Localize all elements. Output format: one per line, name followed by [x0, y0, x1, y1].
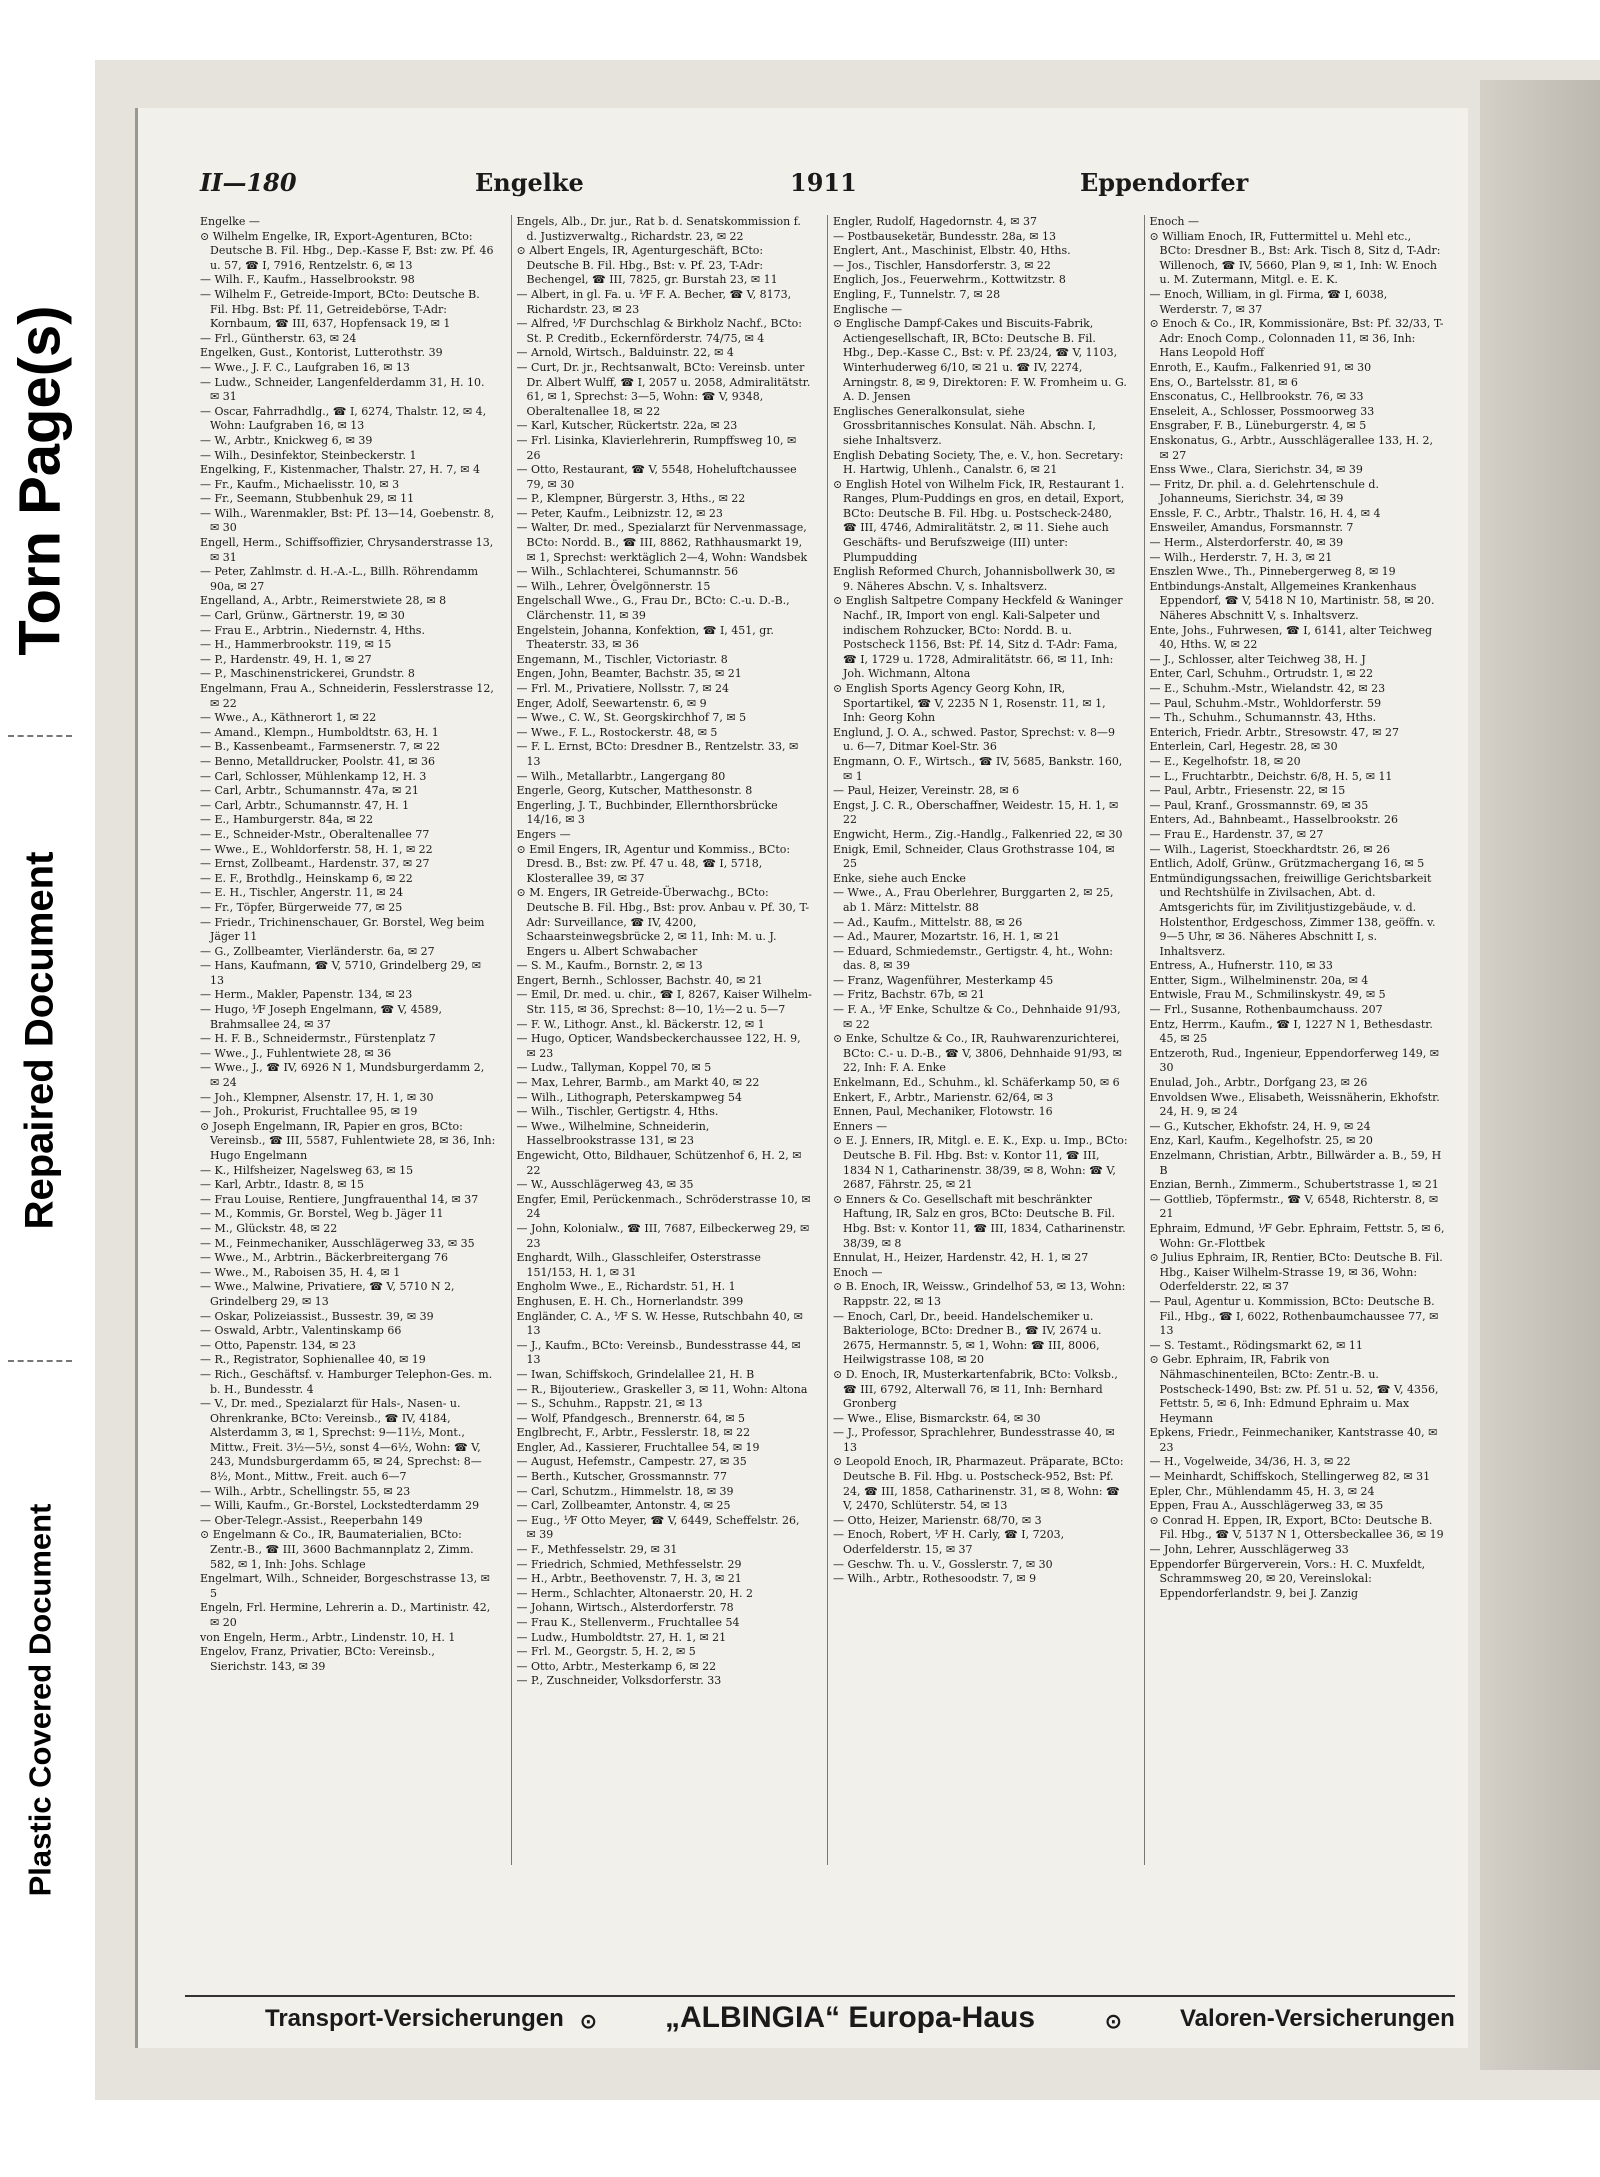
- footer-right-text: Valoren-Versicherungen: [1180, 2005, 1455, 2032]
- directory-entry: — Walter, Dr. med., Spezialarzt für Nervenmassage, BCto: Nordd. B., ☎ III, 8862, Rathhausmarkt 19, ✉ 1, Sprechst: werktäglich 2—4, Wohn: Wandsbek: [516, 521, 808, 564]
- directory-entry: — E., Schuhm.-Mstr., Wielandstr. 42, ✉ 23: [1149, 682, 1386, 695]
- directory-entry: — Wilh., Metallarbtr., Langergang 80: [516, 769, 726, 783]
- directory-entry: English Reformed Church, Johannisbollwerk 30, ✉ 9. Näheres Abschn. V, s. Inhaltsverz.: [833, 565, 1115, 593]
- directory-entry: Engwicht, Herm., Zig.-Handlg., Falkenried 22, ✉ 30: [833, 827, 1123, 841]
- repaired-document-label: Repaired Document: [17, 851, 62, 1229]
- directory-entry: Enoch —: [1149, 215, 1199, 228]
- column-3: [827, 215, 1134, 1865]
- directory-entry: Engelke —: [200, 215, 260, 228]
- directory-entry: Enke, siehe auch Encke: [833, 871, 966, 885]
- directory-entry: — Curt, Dr. jr., Rechtsanwalt, BCto: Vereinsb. unter Dr. Albert Wulff, ☎ I, 2057 u. 2058, Admiralitätstr. 61, ✉ 1, Sprechst: 3—5, Wohn: ☎ V, 9348, Oberaltenallee 18, ✉ 22: [516, 360, 811, 418]
- directory-entry: — Albert, in gl. Fa. u. ⅟F F. A. Becher, ☎ V, 8173, Richardstr. 23, ✉ 23: [516, 287, 792, 316]
- directory-entry: — Th., Schuhm., Schumannstr. 43, Hths.: [1149, 711, 1377, 725]
- directory-entry: — Carl, Zollbeamter, Antonstr. 4, ✉ 25: [516, 1499, 731, 1513]
- directory-entry: — S., Schuhm., Rappstr. 21, ✉ 13: [516, 1397, 703, 1411]
- page-number: II—180: [200, 168, 297, 197]
- footer-left-text: Transport-Versicherungen: [265, 2005, 564, 2032]
- directory-entry: ⊙ Enners & Co. Gesellschaft mit beschränkter Haftung, IR, Salz en gros, BCto: Deutsche B. Fil. Hbg. Bst: v. Kontor 11, ☎ III, 1834, Catharinenstr. 38/39, ✉ 8: [833, 1192, 1126, 1250]
- directory-entry: Enger, Adolf, Seewartenstr. 6, ✉ 9: [516, 696, 707, 710]
- directory-entry: — Ad., Kaufm., Mittelstr. 88, ✉ 26: [833, 915, 1023, 929]
- directory-entry: Engler, Rudolf, Hagedornstr. 4, ✉ 37: [833, 215, 1037, 228]
- directory-entry: ⊙ Julius Ephraim, IR, Rentier, BCto: Deutsche B. Fil. Hbg., Kaiser Wilhelm-Strasse 19, ✉ 36, Wohn: Oderfelderstr. 22, ✉ 37: [1149, 1251, 1443, 1294]
- directory-entry: — Paul, Agentur u. Kommission, BCto: Deutsche B. Fil., Hbg., ☎ I, 6022, Rothenbaumchaussee 77, ✉ 13: [1149, 1294, 1439, 1338]
- directory-entry: — B., Kassenbeamt., Farmsenerstr. 7, ✉ 22: [200, 740, 441, 754]
- directory-entry: Engler, Ad., Kassierer, Fruchtallee 54, ✉ 19: [516, 1440, 760, 1454]
- directory-entry: Entz, Herrm., Kaufm., ☎ I, 1227 N 1, Bethesdastr. 45, ✉ 25: [1149, 1017, 1433, 1046]
- directory-entry: — S. Testamt., Rödingsmarkt 62, ✉ 11: [1149, 1338, 1363, 1352]
- directory-entry: Enners —: [833, 1119, 888, 1133]
- directory-entry: — Peter, Zahlmstr. d. H.-A.-L., Billh. Röhrendamm 90a, ✉ 27: [200, 565, 479, 593]
- directory-entry: — Karl, Arbtr., Idastr. 8, ✉ 15: [200, 1178, 365, 1192]
- directory-entry: — Joh., Klempner, Alsenstr. 17, H. 1, ✉ 30: [200, 1090, 434, 1104]
- directory-entry: Enss Wwe., Clara, Sierichstr. 34, ✉ 39: [1149, 463, 1363, 477]
- directory-entry: Enulad, Joh., Arbtr., Dorfgang 23, ✉ 26: [1149, 1076, 1368, 1090]
- directory-entry: Engelking, F., Kistenmacher, Thalstr. 27, H. 7, ✉ 4: [200, 463, 480, 477]
- directory-entry: — H., Arbtr., Beethovenstr. 7, H. 3, ✉ 21: [516, 1572, 742, 1586]
- directory-entry: — Karl, Kutscher, Rückertstr. 22a, ✉ 23: [516, 419, 738, 433]
- directory-entry: — Willi, Kaufm., Gr.-Borstel, Lockstedterdamm 29: [200, 1499, 480, 1513]
- directory-entry: ⊙ M. Engers, IR Getreide-Überwachg., BCto: Deutsche B. Fil. Hbg., Bst: prov. Anbau v. Pf. 30, T-Adr: Surveillance, ☎ IV, 4200, Schaarsteinwegsbrücke 2, ✉ 11, Inh: M. u. J. Engers u. Albert Schwabacher: [516, 886, 810, 958]
- directory-entry: — Wilhelm F., Getreide-Import, BCto: Deutsche B. Fil. Hbg. Bst: Pf. 11, Getreidebörse, T-Adr: Kornbaum, ☎ III, 637, Hopfensack 19, ✉ 1: [200, 287, 480, 331]
- directory-entry: — R., Bijouteriew., Graskeller 3, ✉ 11, Wohn: Altona: [516, 1382, 808, 1396]
- directory-entry: — Wilh., Warenmakler, Bst: Pf. 13—14, Goebenstr. 8, ✉ 30: [200, 506, 495, 535]
- directory-entry: — Ad., Maurer, Mozartstr. 16, H. 1, ✉ 21: [833, 930, 1060, 944]
- repaired-document-stamp: [0, 760, 80, 1320]
- directory-entry: ⊙ E. J. Enners, IR, Mitgl. e. E. K., Exp. u. Imp., BCto: Deutsche B. Fil. Hbg. Bst: v. Kontor 11, ☎ III, 1834 N 1, Catharinenstr. 38/39, ✉ 8, Wohn: ☎ V, 2687, Fährstr. 25, ✉ 21: [833, 1134, 1128, 1192]
- directory-entry: — Joh., Prokurist, Fruchtallee 95, ✉ 19: [200, 1105, 418, 1119]
- directory-entry: — Wilh., Desinfektor, Steinbeckerstr. 1: [200, 448, 417, 462]
- directory-entry: — Enoch, William, in gl. Firma, ☎ I, 6038, Werderstr. 7, ✉ 37: [1149, 287, 1388, 316]
- directory-entry: — E., Hamburgerstr. 84a, ✉ 22: [200, 813, 374, 827]
- directory-entry: — Fr., Seemann, Stubbenhuk 29, ✉ 11: [200, 492, 415, 506]
- directory-entry: — Wilh., Schlachterei, Schumannstr. 56: [516, 565, 739, 579]
- directory-entry: — Otto, Heizer, Marienstr. 68/70, ✉ 3: [833, 1513, 1042, 1527]
- last-entry-word: Eppendorfer: [1080, 168, 1249, 197]
- directory-entry: — Wilh., Arbtr., Schellingstr. 55, ✉ 23: [200, 1484, 411, 1498]
- directory-entry: — Paul, Kranf., Grossmannstr. 69, ✉ 35: [1149, 798, 1369, 812]
- directory-entry: — Wwe., J. F. C., Laufgraben 16, ✉ 13: [200, 360, 410, 374]
- directory-entry: — Carl, Arbtr., Schumannstr. 47a, ✉ 21: [200, 784, 419, 798]
- directory-entry: — Ludw., Humboldtstr. 27, H. 1, ✉ 21: [516, 1630, 727, 1644]
- plastic-covered-label: Plastic Covered Document: [22, 1503, 58, 1897]
- directory-entry: — Rich., Geschäftsf. v. Hamburger Telephon-Ges. m. b. H., Bundesstr. 4: [200, 1367, 493, 1396]
- directory-entry: — Frl. M., Georgstr. 5, H. 2, ✉ 5: [516, 1645, 696, 1659]
- directory-entry: Englische —: [833, 302, 903, 316]
- directory-entry: — Carl, Schutzm., Himmelstr. 18, ✉ 39: [516, 1484, 734, 1498]
- directory-entry: Engeln, Frl. Hermine, Lehrerin a. D., Martinistr. 42, ✉ 20: [200, 1601, 491, 1629]
- directory-entry: Epkens, Friedr., Feinmechaniker, Kantstrasse 40, ✉ 23: [1149, 1426, 1438, 1454]
- directory-entry: — Ernst, Zollbeamt., Hardenstr. 37, ✉ 27: [200, 857, 430, 871]
- directory-entry: ⊙ Leopold Enoch, IR, Pharmazeut. Präparate, BCto: Deutsche B. Fil. Hbg. u. Postscheck-952, Bst: Pf. 24, ☎ III, 1858, Catharinenstr. 31, ✉ 8, Wohn: ☎ V, 2470, Schlüterstr. 54, ✉ 13: [833, 1455, 1124, 1513]
- directory-entry: ⊙ William Enoch, IR, Futtermittel u. Mehl etc., BCto: Dresdner B., Bst: Ark. Tisch 8, Sitz d, T-Adr: Willenoch, ☎ IV, 5660, Plan 9, ✉ 1, Inh: W. Enoch u. M. Zutermann, Mitgl. e. E. K.: [1149, 229, 1441, 287]
- directory-entry: Engers —: [516, 827, 571, 841]
- directory-entry: Entzeroth, Rud., Ingenieur, Eppendorferweg 149, ✉ 30: [1149, 1046, 1439, 1075]
- directory-entry: Ensconatus, C., Hellbrookstr. 76, ✉ 33: [1149, 390, 1364, 404]
- directory-entry: Engelland, A., Arbtr., Reimerstwiete 28, ✉ 8: [200, 594, 447, 608]
- directory-entry: — Frau Louise, Rentiere, Jungfrauenthal 14, ✉ 37: [200, 1192, 479, 1206]
- directory-entry: — E. H., Tischler, Angerstr. 11, ✉ 24: [200, 886, 404, 900]
- directory-entry: Engemann, M., Tischler, Victoriastr. 8: [516, 652, 728, 666]
- directory-entry: — Fr., Töpfer, Bürgerweide 77, ✉ 25: [200, 900, 403, 914]
- directory-entry: Enzelmann, Christian, Arbtr., Billwärder a. B., 59, H B: [1149, 1149, 1442, 1177]
- directory-entry: ⊙ Enoch & Co., IR, Kommissionäre, Bst: Pf. 32/33, T-Adr: Enoch Comp., Colonnaden 11, ✉ 36, Inh: Hans Leopold Hoff: [1149, 317, 1444, 360]
- bullet-icon: ⊙: [1105, 2011, 1122, 2033]
- directory-entry: ⊙ Gebr. Ephraim, IR, Fabrik von Nähmaschinenteilen, BCto: Zentr.-B. u. Postscheck-1490, Bst: zw. Pf. 51 u. 52, ☎ V, 4356, Fettstr. 5, ✉ 6, Inh: Edmund Ephraim u. Max Heymann: [1149, 1353, 1439, 1425]
- directory-entry: Engels, Alb., Dr. jur., Rat b. d. Senatskommission f. d. Justizverwaltg., Richardstr. 23, ✉ 22: [516, 215, 801, 243]
- directory-entry: — Paul, Arbtr., Friesenstr. 22, ✉ 15: [1149, 784, 1346, 798]
- directory-entry: — Enoch, Robert, ⅟F H. Carly, ☎ I, 7203, Oderfelderstr. 15, ✉ 37: [833, 1528, 1065, 1557]
- directory-entry: ⊙ Conrad H. Eppen, IR, Export, BCto: Deutsche B. Fil. Hbg., ☎ V, 5137 N 1, Ottersbeckallee 36, ✉ 19: [1149, 1513, 1444, 1542]
- directory-entry: — Peter, Kaufm., Leibnizstr. 12, ✉ 23: [516, 506, 723, 520]
- directory-entry: — J., Professor, Sprachlehrer, Bundesstrasse 40, ✉ 13: [833, 1426, 1115, 1454]
- directory-entry: ⊙ Joseph Engelmann, IR, Papier en gros, BCto: Vereinsb., ☎ III, 5587, Fuhlentwiete 28, ✉ 36, Inh: Hugo Engelmann: [200, 1119, 496, 1162]
- directory-entry: — Wilh., Arbtr., Rothesoodstr. 7, ✉ 9: [833, 1572, 1037, 1586]
- directory-entry: — P., Hardenstr. 49, H. 1, ✉ 27: [200, 652, 372, 666]
- directory-entry: — Otto, Arbtr., Mesterkamp 6, ✉ 22: [516, 1659, 717, 1673]
- directory-entry: Engst, J. C. R., Oberschaffner, Weidestr. 15, H. 1, ✉ 22: [833, 798, 1119, 827]
- directory-entry: — F. W., Lithogr. Anst., kl. Bäckerstr. 12, ✉ 1: [516, 1017, 765, 1031]
- directory-entry: — P., Zuschneider, Volksdorferstr. 33: [516, 1674, 722, 1688]
- directory-entry: — Carl, Schlosser, Mühlenkamp 12, H. 3: [200, 769, 427, 783]
- directory-entry: Envoldsen Wwe., Elisabeth, Weissnäherin, Ekhofstr. 24, H. 9, ✉ 24: [1149, 1090, 1440, 1119]
- directory-entry: Engelschall Wwe., G., Frau Dr., BCto: C.-u. D.-B., Clärchenstr. 11, ✉ 39: [516, 594, 790, 623]
- directory-entry: Engen, John, Beamter, Bachstr. 35, ✉ 21: [516, 667, 742, 681]
- directory-entry: — S. M., Kaufm., Bornstr. 2, ✉ 13: [516, 959, 703, 973]
- directory-entry: — Frau E., Hardenstr. 37, ✉ 27: [1149, 827, 1324, 841]
- directory-entry: Engmann, O. F., Wirtsch., ☎ IV, 5685, Bankstr. 160, ✉ 1: [833, 754, 1123, 783]
- directory-entry: ⊙ Engelmann & Co., IR, Baumaterialien, BCto: Zentr.-B., ☎ III, 3600 Bachmannplatz 2, Zimm. 582, ✉ 1, Inh: Johs. Schlage: [200, 1528, 474, 1571]
- directory-entry: — Enoch, Carl, Dr., beeid. Handelschemiker u. Bakteriologe, BCto: Dredner B., ☎ IV, 2674 u. 2675, Hermannstr. 5, ✉ 1, Wohn: ☎ III, 8006, Heilwigstrasse 108, ✉ 20: [833, 1309, 1102, 1367]
- book-gutter: [1480, 80, 1600, 2070]
- directory-entry: — E., Kegelhofstr. 18, ✉ 20: [1149, 754, 1301, 768]
- directory-entry: — Eug., ⅟F Otto Meyer, ☎ V, 6449, Scheffelstr. 26, ✉ 39: [516, 1513, 800, 1542]
- directory-entry: — Wwe., A., Käthnerort 1, ✉ 22: [200, 711, 377, 725]
- directory-entry: Enter, Carl, Schuhm., Ortrudstr. 1, ✉ 22: [1149, 667, 1374, 681]
- directory-entry: — Wilh., Herderstr. 7, H. 3, ✉ 21: [1149, 550, 1333, 564]
- directory-entry: Enz, Karl, Kaufm., Kegelhofstr. 25, ✉ 20: [1149, 1134, 1373, 1148]
- directory-entry: Eppendorfer Bürgerverein, Vors.: H. C. Muxfeldt, Schrammsweg 20, ✉ 20, Vereinslokal: Eppendorferlandstr. 9, bei J. Zanzig: [1149, 1557, 1426, 1600]
- directory-entry: — Franz, Wagenführer, Mesterkamp 45: [833, 973, 1054, 987]
- first-entry-word: Engelke: [475, 168, 584, 197]
- directory-entry: — Ludw., Tallyman, Koppel 70, ✉ 5: [516, 1061, 712, 1075]
- directory-entry: — Wilh., Lehrer, Övelgönnerstr. 15: [516, 579, 711, 593]
- directory-entry: — Ludw., Schneider, Langenfelderdamm 31, H. 10. ✉ 31: [200, 375, 485, 404]
- directory-entry: Enseleit, A., Schlosser, Possmoorweg 33: [1149, 404, 1375, 418]
- directory-entry: — Herm., Makler, Papenstr. 134, ✉ 23: [200, 988, 413, 1002]
- directory-entry: Enssle, F. C., Arbtr., Thalstr. 16, H. 4, ✉ 4: [1149, 506, 1381, 520]
- directory-entry: — Frl., Güntherstr. 63, ✉ 24: [200, 331, 357, 345]
- directory-entry: — Wilh. F., Kaufm., Hasselbrookstr. 98: [200, 273, 415, 287]
- directory-columns: [195, 215, 1450, 1865]
- directory-entry: Engelmart, Wilh., Schneider, Borgeschstrasse 13, ✉ 5: [200, 1572, 490, 1600]
- directory-entry: — Wwe., Elise, Bismarckstr. 64, ✉ 30: [833, 1411, 1041, 1425]
- directory-entry: — Carl, Arbtr., Schumannstr. 47, H. 1: [200, 798, 410, 812]
- directory-entry: — Emil, Dr. med. u. chir., ☎ I, 8267, Kaiser Wilhelm-Str. 115, ✉ 36, Sprechst: 8—10, 1½—2 u. 5—7: [516, 988, 812, 1017]
- directory-entry: ⊙ English Hotel von Wilhelm Fick, IR, Restaurant 1. Ranges, Plum-Puddings en gros, en detail, Export, BCto: Deutsche B. Fil. Hbg. u. Postscheck-2480, ☎ III, 4746, Admiralitätstr. 2, ✉ 11. Siehe auch Geschäfts- und Berufszweige (III) unter: Plumpudding: [833, 477, 1125, 564]
- torn-pages-stamp: [0, 250, 80, 710]
- directory-entry: Engling, F., Tunnelstr. 7, ✉ 28: [833, 287, 1001, 301]
- directory-entry: — Wwe., M., Arbtrin., Bäckerbreitergang 76: [200, 1251, 448, 1265]
- directory-entry: Engelstein, Johanna, Konfektion, ☎ I, 451, gr. Theaterstr. 33, ✉ 36: [516, 623, 774, 652]
- directory-entry: — Paul, Schuhm.-Mstr., Wohldorferstr. 59: [1149, 696, 1382, 710]
- directory-entry: Englert, Ant., Maschinist, Elbstr. 40, Hths.: [833, 244, 1071, 258]
- directory-entry: — E. F., Brothdlg., Heinskamp 6, ✉ 22: [200, 871, 413, 885]
- directory-entry: Engelken, Gust., Kontorist, Lutterothstr. 39: [200, 346, 443, 360]
- directory-entry: — J., Schlosser, alter Teichweg 38, H. J: [1149, 652, 1366, 666]
- directory-entry: — Alfred, ⅟F Durchschlag & Birkholz Nachf., BCto: St. P. Creditb., Eckernförderstr. 74/75, ✉ 4: [516, 317, 803, 345]
- directory-entry: Engelmann, Frau A., Schneiderin, Fesslerstrasse 12, ✉ 22: [200, 682, 494, 710]
- directory-entry: Ennulat, H., Heizer, Hardenstr. 42, H. 1, ✉ 27: [833, 1251, 1089, 1265]
- directory-entry: — Otto, Restaurant, ☎ V, 5548, Hoheluftchaussee 79, ✉ 30: [516, 463, 797, 491]
- advertisement-footer: [185, 1995, 1455, 2037]
- directory-entry: Ennen, Paul, Mechaniker, Flotowstr. 16: [833, 1105, 1053, 1119]
- directory-entry: Entter, Sigm., Wilhelminenstr. 20a, ✉ 4: [1149, 973, 1369, 987]
- plastic-covered-stamp: [0, 1420, 80, 1980]
- directory-entry: Engländer, C. A., ⅟F S. W. Hesse, Rutschbahn 40, ✉ 13: [516, 1309, 803, 1338]
- directory-entry: — Wwe., C. W., St. Georgskirchhof 7, ✉ 5: [516, 711, 747, 725]
- directory-entry: — Geschw. Th. u. V., Gosslerstr. 7, ✉ 30: [833, 1557, 1053, 1571]
- directory-entry: Enoch —: [833, 1265, 883, 1279]
- directory-entry: Englund, J. O. A., schwed. Pastor, Sprechst: v. 8—9 u. 6—7, Ditmar Koel-Str. 36: [833, 725, 1116, 754]
- directory-entry: — John, Lehrer, Ausschlägerweg 33: [1149, 1543, 1349, 1557]
- directory-entry: — F. L. Ernst, BCto: Dresdner B., Rentzelstr. 33, ✉ 13: [516, 740, 799, 768]
- directory-entry: Enzian, Bernh., Zimmerm., Schubertstrasse 1, ✉ 21: [1149, 1178, 1439, 1192]
- directory-entry: — H., Hammerbrookstr. 119, ✉ 15: [200, 638, 392, 652]
- directory-entry: — H., Vogelweide, 34/36, H. 3, ✉ 22: [1149, 1455, 1351, 1469]
- directory-entry: — Johann, Wirtsch., Alsterdorferstr. 78: [516, 1601, 734, 1615]
- directory-entry: Enigk, Emil, Schneider, Claus Grothstrasse 104, ✉ 25: [833, 842, 1115, 871]
- directory-entry: Engewicht, Otto, Bildhauer, Schützenhof 6, H. 2, ✉ 22: [516, 1149, 802, 1177]
- directory-entry: — Hans, Kaufmann, ☎ V, 5710, Grindelberg 29, ✉ 13: [200, 959, 481, 987]
- directory-entry: — Frl. M., Privatiere, Nollsstr. 7, ✉ 24: [516, 682, 730, 695]
- directory-entry: — F., Methfesselstr. 29, ✉ 31: [516, 1543, 678, 1557]
- directory-entry: Enkelmann, Ed., Schuhm., kl. Schäferkamp 50, ✉ 6: [833, 1076, 1120, 1090]
- directory-entry: — M., Glückstr. 48, ✉ 22: [200, 1221, 338, 1235]
- directory-entry: ⊙ D. Enoch, IR, Musterkartenfabrik, BCto: Volksb., ☎ III, 6792, Alterwall 76, ✉ 11, Inh: Bernhard Gronberg: [833, 1367, 1118, 1411]
- directory-entry: Ente, Johs., Fuhrwesen, ☎ I, 6141, alter Teichweg 40, Hths. W, ✉ 22: [1149, 623, 1433, 652]
- directory-entry: Engerle, Georg, Kutscher, Matthesonstr. 8: [516, 784, 753, 798]
- directory-entry: Enroth, E., Kaufm., Falkenried 91, ✉ 30: [1149, 360, 1372, 374]
- directory-entry: — Arnold, Wirtsch., Balduinstr. 22, ✉ 4: [516, 346, 734, 360]
- directory-entry: Ens, O., Bartelsstr. 81, ✉ 6: [1149, 375, 1298, 389]
- directory-entry: ⊙ Enke, Schultze & Co., IR, Rauhwarenzurichterei, BCto: C.- u. D.-B., ☎ V, 3806, Dehnhaide 91/93, ✉ 22, Inh: F. A. Enke: [833, 1032, 1122, 1075]
- directory-entry: — F. A., ⅟F Enke, Schultze & Co., Dehnhaide 91/93, ✉ 22: [833, 1003, 1121, 1031]
- directory-entry: Entress, A., Hufnerstr. 110, ✉ 33: [1149, 959, 1333, 973]
- directory-entry: — Amand., Klempn., Humboldtstr. 63, H. 1: [200, 725, 439, 739]
- directory-entry: ⊙ Wilhelm Engelke, IR, Export-Agenturen, BCto: Deutsche B. Fil. Hbg., Dep.-Kasse F, Bst: zw. Pf. 46 u. 57, ☎ I, 7916, Rentzelstr. 6, ✉ 13: [200, 229, 494, 272]
- directory-year: 1911: [790, 168, 857, 197]
- directory-entry: Engelov, Franz, Privatier, BCto: Vereinsb., Sierichstr. 143, ✉ 39: [200, 1645, 435, 1673]
- page-header: [200, 168, 1450, 208]
- directory-entry: Engerling, J. T., Buchbinder, Ellernthorsbrücke 14/16, ✉ 3: [516, 798, 778, 827]
- directory-entry: — Wwe., Wilhelmine, Schneiderin, Hasselbrookstrasse 131, ✉ 23: [516, 1119, 710, 1148]
- directory-entry: — M., Kommis, Gr. Borstel, Weg b. Jäger 11: [200, 1207, 444, 1221]
- directory-entry: — H. F. B., Schneidermstr., Fürstenplatz 7: [200, 1032, 436, 1046]
- directory-entry: — Meinhardt, Schiffskoch, Stellingerweg 82, ✉ 31: [1149, 1470, 1431, 1484]
- directory-entry: — August, Hefemstr., Campestr. 27, ✉ 35: [516, 1455, 747, 1469]
- column-1: [195, 215, 501, 1865]
- directory-entry: — V., Dr. med., Spezialarzt für Hals-, Nasen- u. Ohrenkranke, BCto: Vereinsb., ☎ IV, 4184, Alsterdamm 3, ✉ 1, Sprechst: 9—11½, Mont., Mittw., Freit. 3½—5½, sonst 4—6½, Wohn: ☎ V, 243, Mundsburgerdamm 65, ✉ 24, Sprechst: 8—8½, Mont., Mittw., Freit. auch 6—7: [200, 1397, 482, 1484]
- directory-entry: ⊙ Albert Engels, IR, Agenturgeschäft, BCto: Deutsche B. Fil. Hbg., Bst: v. Pf. 23, T-Adr: Bechengel, ☎ III, 7825, gr. Burstah 23, ✉ 11: [516, 244, 778, 287]
- directory-entry: — Otto, Papenstr. 134, ✉ 23: [200, 1338, 356, 1352]
- directory-entry: — P., Maschinenstrickerei, Grundstr. 8: [200, 667, 415, 681]
- directory-entry: — Wwe., J., Fuhlentwiete 28, ✉ 36: [200, 1046, 392, 1060]
- directory-entry: — M., Feinmechaniker, Ausschlägerweg 33, ✉ 35: [200, 1236, 475, 1250]
- directory-entry: — Ober-Telegr.-Assist., Reeperbahn 149: [200, 1513, 423, 1527]
- directory-entry: — W., Ausschlägerweg 43, ✉ 35: [516, 1178, 694, 1192]
- directory-entry: von Engeln, Herm., Arbtr., Lindenstr. 10, H. 1: [200, 1630, 456, 1644]
- directory-entry: — K., Hilfsheizer, Nagelsweg 63, ✉ 15: [200, 1163, 414, 1177]
- directory-entry: — Gottlieb, Töpfermstr., ☎ V, 6548, Richterstr. 8, ✉ 21: [1149, 1192, 1439, 1221]
- stamp-divider: [8, 1360, 72, 1362]
- directory-entry: — J., Kaufm., BCto: Vereinsb., Bundesstrasse 44, ✉ 13: [516, 1338, 801, 1367]
- directory-entry: — G., Zollbeamter, Vierländerstr. 6a, ✉ 27: [200, 944, 435, 958]
- directory-entry: — Iwan, Schiffskoch, Grindelallee 21, H. B: [516, 1367, 755, 1381]
- directory-entry: — Frau K., Stellenverm., Fruchtallee 54: [516, 1616, 740, 1629]
- directory-entry: — Paul, Heizer, Vereinstr. 28, ✉ 6: [833, 784, 1020, 798]
- directory-entry: — Hugo, Opticer, Wandsbeckerchaussee 122, H. 9, ✉ 23: [516, 1032, 801, 1060]
- directory-entry: Eppen, Frau A., Ausschlägerweg 33, ✉ 35: [1149, 1499, 1384, 1513]
- directory-entry: Enghardt, Wilh., Glasschleifer, Osterstrasse 151/153, H. 1, ✉ 31: [516, 1251, 761, 1279]
- directory-entry: Enterlein, Carl, Hegestr. 28, ✉ 30: [1149, 740, 1338, 754]
- directory-entry: — Herm., Schlachter, Altonaerstr. 20, H. 2: [516, 1586, 753, 1600]
- directory-entry: ⊙ English Saltpetre Company Heckfeld & Waninger Nachf., IR, Import von engl. Kali-Salpeter und indischem Rohzucker, BCto: Nordd. B. u. Postscheck 1156, Bst: Pf. 14, Sitz d. T-Adr: Fama, ☎ I, 1729 u. 1728, Admiralitätstr. 66, ✉ 11, Inh: Joh. Wichmann, Altona: [833, 594, 1123, 681]
- directory-entry: Engell, Herm., Schiffsoffizier, Chrysanderstrasse 13, ✉ 31: [200, 536, 494, 564]
- directory-entry: Entwisle, Frau M., Schmilinskystr. 49, ✉ 5: [1149, 988, 1386, 1002]
- directory-entry: — G., Kutscher, Ekhofstr. 24, H. 9, ✉ 24: [1149, 1119, 1371, 1133]
- directory-entry: — Frl., Susanne, Rothenbaumchauss. 207: [1149, 1003, 1383, 1017]
- directory-entry: Englisches Generalkonsulat, siehe Grossbritannisches Konsulat. Näh. Abschn. I, siehe Inhaltsverz.: [833, 404, 1096, 447]
- directory-entry: — Wilh., Tischler, Gertigstr. 4, Hths.: [516, 1105, 719, 1119]
- directory-entry: ⊙ English Sports Agency Georg Kohn, IR, Sportartikel, ☎ V, 2235 N 1, Rosenstr. 11, ✉ 1, Inh: Georg Kohn: [833, 682, 1106, 725]
- stamp-divider: [8, 735, 72, 737]
- directory-entry: Engholm Wwe., E., Richardstr. 51, H. 1: [516, 1280, 736, 1294]
- directory-entry: — Wwe., M., Raboisen 35, H. 4, ✉ 1: [200, 1265, 401, 1279]
- directory-entry: — Wolf, Pfandgesch., Brennerstr. 64, ✉ 5: [516, 1411, 746, 1425]
- directory-entry: — Postbauseketär, Bundesstr. 28a, ✉ 13: [833, 229, 1056, 243]
- directory-entry: — Oskar, Polizeiassist., Bussestr. 39, ✉ 39: [200, 1309, 434, 1323]
- directory-entry: Ensgraber, F. B., Lüneburgerstr. 4, ✉ 5: [1149, 419, 1367, 433]
- directory-entry: Ensweiler, Amandus, Forsmannstr. 7: [1149, 521, 1354, 535]
- directory-entry: Engfer, Emil, Perückenmach., Schröderstrasse 10, ✉ 24: [516, 1192, 811, 1221]
- directory-entry: — Wwe., Malwine, Privatiere, ☎ V, 5710 N 2, Grindelberg 29, ✉ 13: [200, 1280, 455, 1308]
- directory-entry: — John, Kolonialw., ☎ III, 7687, Eilbeckerweg 29, ✉ 23: [516, 1221, 810, 1250]
- directory-entry: — Hugo, ⅟F Joseph Engelmann, ☎ V, 4589, Brahmsallee 24, ✉ 37: [200, 1003, 443, 1031]
- directory-entry: Englbrecht, F., Arbtr., Fesslerstr. 18, ✉ 22: [516, 1426, 751, 1440]
- directory-entry: ⊙ Englische Dampf-Cakes und Biscuits-Fabrik, Actiengesellschaft, IR, BCto: Deutsche B. Fil. Hbg., Dep.-Kasse C., Bst: v. Pf. 23/24, ☎ V, 1103, Winterhuderweg 6/10, ✉ 21 u. ☎ IV, 2274, Arningstr. 8, ✉ 9, Direktoren: F. W. Fromheim u. G. A. D. Jensen: [833, 317, 1127, 404]
- directory-entry: — Carl, Grünw., Gärtnerstr. 19, ✉ 30: [200, 609, 405, 623]
- directory-entry: — Fritz, Dr. phil. a. d. Gelehrtenschule d. Johanneums, Sierichstr. 34, ✉ 39: [1149, 477, 1379, 506]
- directory-entry: — Wilh., Lithograph, Peterskampweg 54: [516, 1090, 743, 1104]
- directory-entry: ⊙ B. Enoch, IR, Weissw., Grindelhof 53, ✉ 13, Wohn: Rappstr. 22, ✉ 13: [833, 1280, 1126, 1308]
- directory-entry: Entlich, Adolf, Grünw., Grützmachergang 16, ✉ 5: [1149, 857, 1425, 871]
- directory-entry: — Frau E., Arbtrin., Niedernstr. 4, Hths.: [200, 623, 425, 637]
- directory-entry: — Friedr., Trichinenschauer, Gr. Borstel, Weg beim Jäger 11: [200, 915, 485, 944]
- directory-entry: — Wwe., F. L., Rostockerstr. 48, ✉ 5: [516, 725, 718, 739]
- directory-entry: — Max, Lehrer, Barmb., am Markt 40, ✉ 22: [516, 1076, 760, 1090]
- directory-entry: — Jos., Tischler, Hansdorferstr. 3, ✉ 22: [833, 258, 1051, 272]
- directory-entry: — Wwe., A., Frau Oberlehrer, Burggarten 2, ✉ 25, ab 1. März: Mittelstr. 88: [833, 886, 1114, 914]
- directory-entry: Enskonatus, G., Arbtr., Ausschlägerallee 133, H. 2, ✉ 27: [1149, 433, 1434, 462]
- directory-entry: — Oswald, Arbtr., Valentinskamp 66: [200, 1324, 402, 1338]
- directory-entry: English Debating Society, The, e. V., hon. Secretary: H. Hartwig, Uhlenh., Canalstr. 6, ✉ 21: [833, 448, 1124, 477]
- directory-entry: — E., Schneider-Mstr., Oberaltenallee 77: [200, 827, 430, 841]
- torn-pages-label: Torn Page(s): [7, 304, 73, 656]
- directory-entry: — Fritz, Bachstr. 67b, ✉ 21: [833, 988, 985, 1002]
- directory-entry: Engert, Bernh., Schlosser, Bachstr. 40, ✉ 21: [516, 973, 763, 987]
- directory-entry: Enghusen, E. H. Ch., Hornerlandstr. 399: [516, 1294, 744, 1308]
- bullet-icon: ⊙: [580, 2011, 597, 2033]
- directory-entry: — P., Klempner, Bürgerstr. 3, Hths., ✉ 22: [516, 492, 746, 506]
- directory-entry: — Herm., Alsterdorferstr. 40, ✉ 39: [1149, 536, 1344, 550]
- directory-entry: Enszlen Wwe., Th., Pinnebergerweg 8, ✉ 19: [1149, 565, 1396, 579]
- column-2: [511, 215, 818, 1865]
- directory-entry: Entmündigungssachen, freiwillige Gerichtsbarkeit und Rechtshülfe in Zivilsachen, Abt. d. Amtsgerichts für, im Zivilitjustizgebäude, v. d. Holstenthor, Erdgeschoss, Zimmer 138, geöffn. v. 9—5 Uhr, ✉ 36. Näheres Abschnitt I, s. Inhaltsverz.: [1149, 871, 1436, 958]
- directory-entry: — Wwe., J., ☎ IV, 6926 N 1, Mundsburgerdamm 2, ✉ 24: [200, 1061, 485, 1090]
- directory-entry: Enkert, F., Arbtr., Marienstr. 62/64, ✉ 3: [833, 1090, 1054, 1104]
- column-4: [1144, 215, 1451, 1865]
- directory-entry: Entbindungs-Anstalt, Allgemeines Krankenhaus Eppendorf, ☎ V, 5418 N 10, Martinistr. 58, ✉ 20. Näheres Abschnitt V, s. Inhaltsverz.: [1149, 579, 1435, 623]
- footer-company: „ALBINGIA“ Europa-Haus: [665, 2001, 1036, 2034]
- directory-entry: Englich, Jos., Feuerwehrm., Kottwitzstr. 8: [833, 273, 1066, 287]
- directory-entry: — Benno, Metalldrucker, Poolstr. 41, ✉ 36: [200, 754, 435, 768]
- directory-entry: — Eduard, Schmiedemstr., Gertigstr. 4, ht., Wohn: das. 8, ✉ 39: [833, 944, 1114, 973]
- directory-entry: Epler, Chr., Mühlendamm 45, H. 3, ✉ 24: [1149, 1484, 1375, 1498]
- directory-entry: — Wilh., Lagerist, Stoeckhardtstr. 26, ✉ 26: [1149, 842, 1391, 856]
- directory-entry: Enters, Ad., Bahnbeamt., Hasselbrookstr. 26: [1149, 813, 1398, 827]
- directory-entry: — W., Arbtr., Knickweg 6, ✉ 39: [200, 433, 373, 447]
- directory-entry: — R., Registrator, Sophienallee 40, ✉ 19: [200, 1353, 426, 1367]
- directory-entry: — Wwe., E., Wohldorferstr. 58, H. 1, ✉ 22: [200, 842, 433, 856]
- directory-entry: ⊙ Emil Engers, IR, Agentur und Kommiss., BCto: Dresd. B., Bst: zw. Pf. 47 u. 48, ☎ I, 5718, Klosterallee 39, ✉ 37: [516, 842, 791, 885]
- directory-entry: — Berth., Kutscher, Grossmannstr. 77: [516, 1470, 727, 1484]
- directory-entry: — Fr., Kaufm., Michaelisstr. 10, ✉ 3: [200, 477, 400, 491]
- directory-entry: — Frl. Lisinka, Klavierlehrerin, Rumpffsweg 10, ✉ 26: [516, 433, 797, 462]
- directory-entry: — Friedrich, Schmied, Methfesselstr. 29: [516, 1557, 742, 1571]
- directory-entry: — Oscar, Fahrradhdlg., ☎ I, 6274, Thalstr. 12, ✉ 4, Wohn: Laufgraben 16, ✉ 13: [200, 404, 487, 433]
- directory-entry: Enterich, Friedr. Arbtr., Stresowstr. 47, ✉ 27: [1149, 725, 1399, 739]
- directory-entry: Ephraim, Edmund, ⅟F Gebr. Ephraim, Fettstr. 5, ✉ 6, Wohn: Gr.-Flottbek: [1149, 1221, 1445, 1250]
- directory-entry: — L., Fruchtarbtr., Deichstr. 6/8, H. 5, ✉ 11: [1149, 769, 1393, 783]
